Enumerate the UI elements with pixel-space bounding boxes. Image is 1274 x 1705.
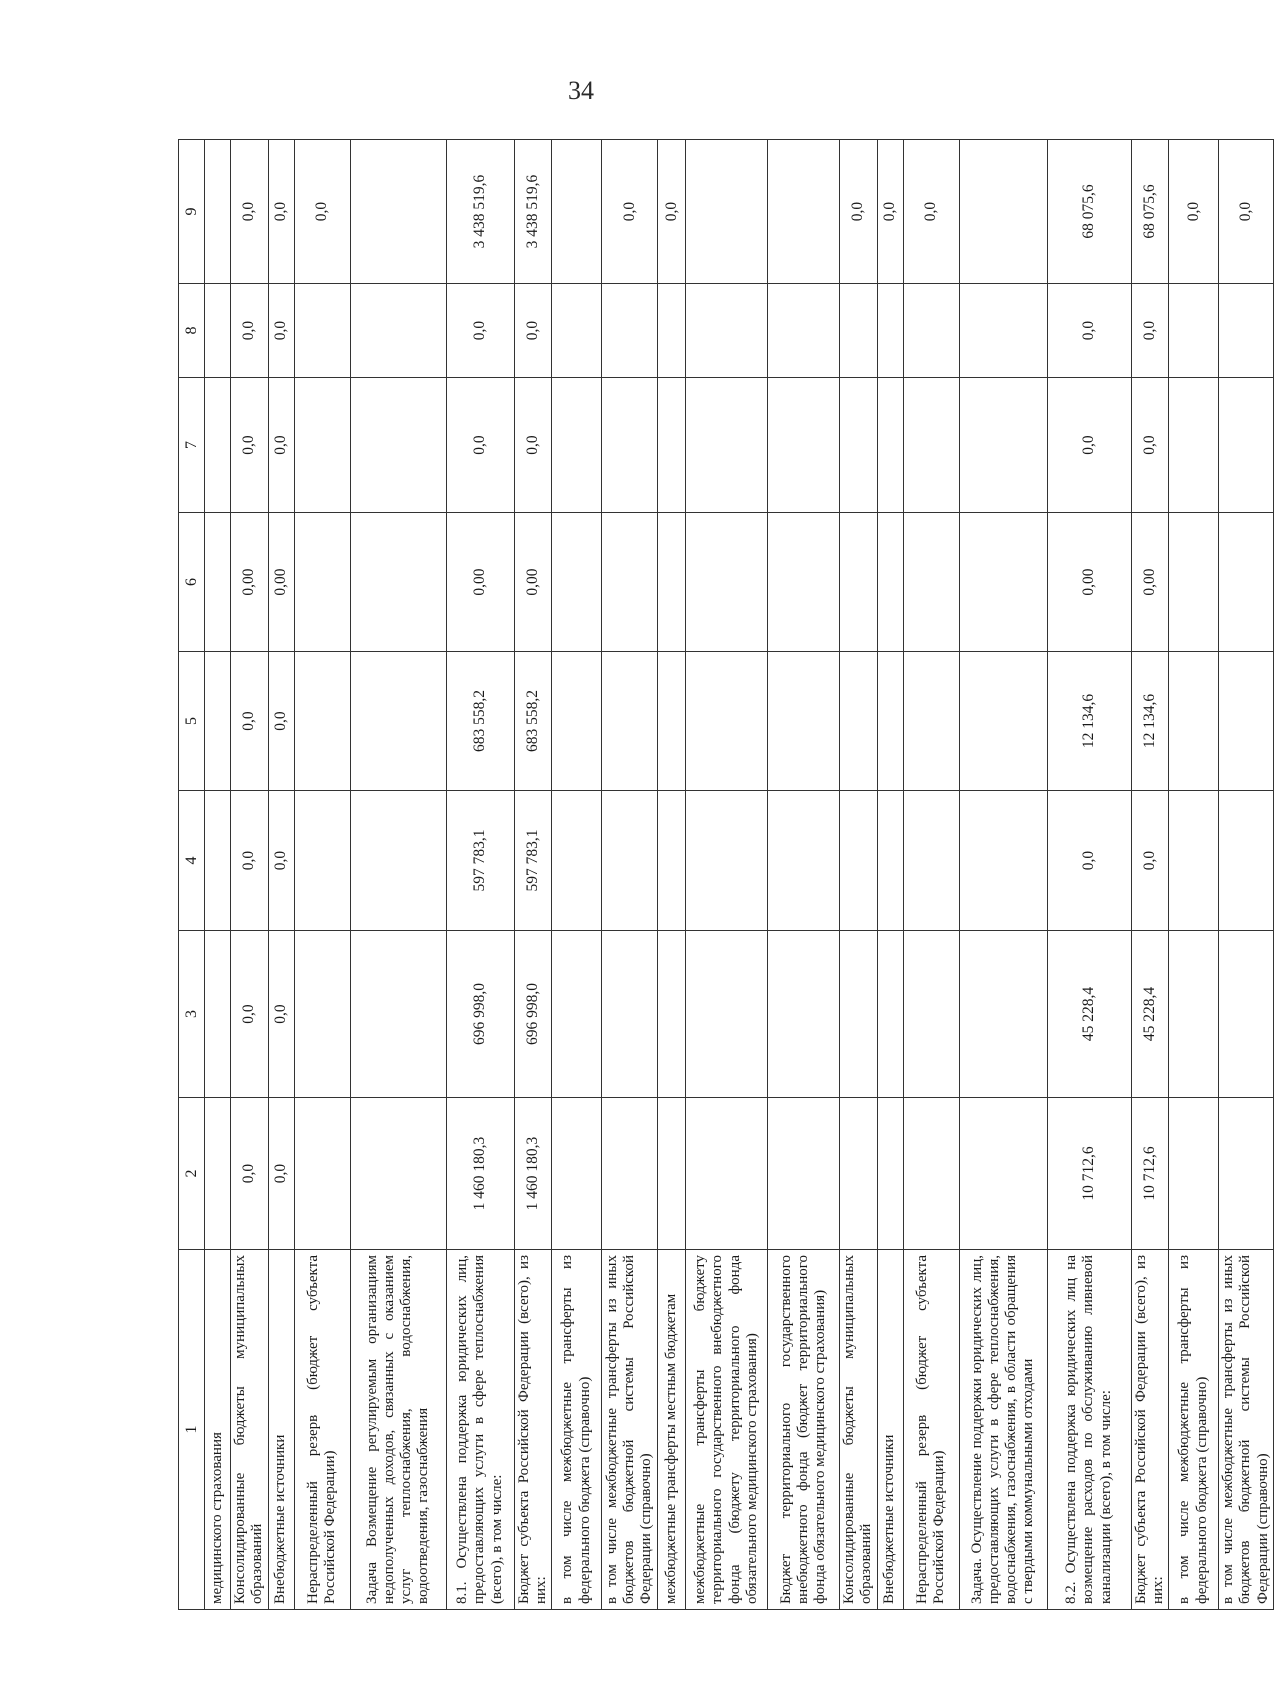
table-row xyxy=(959,140,1047,1610)
value-cell: 3 438 519,6 xyxy=(514,140,552,284)
value-cell: 12 134,6 xyxy=(1131,652,1169,791)
value-cell xyxy=(658,378,686,513)
value-cell: 68 075,6 xyxy=(1047,140,1131,284)
value-cell xyxy=(294,931,350,1098)
value-cell xyxy=(658,1098,686,1250)
value-cell xyxy=(602,284,658,378)
value-cell: 0,00 xyxy=(231,513,269,652)
value-cell: 597 783,1 xyxy=(446,791,514,931)
value-cell xyxy=(294,378,350,513)
value-cell xyxy=(959,378,1047,513)
value-cell xyxy=(686,1098,768,1250)
value-cell xyxy=(903,931,959,1098)
value-cell: 683 558,2 xyxy=(514,652,552,791)
value-cell xyxy=(1219,791,1274,931)
value-cell: 0,0 xyxy=(231,378,269,513)
table-row xyxy=(903,140,959,1610)
row-label: в том числе межбюджетные трансферты из иных бюджетов бюджетной системы Российской Федерации (справочно) xyxy=(1219,1250,1274,1610)
value-cell xyxy=(840,1098,878,1250)
value-cell: 0,0 xyxy=(877,140,903,284)
value-cell xyxy=(840,791,878,931)
value-cell xyxy=(1219,284,1274,378)
value-cell: 0,0 xyxy=(658,140,686,284)
value-cell xyxy=(1219,513,1274,652)
value-cell xyxy=(686,378,768,513)
value-cell: 0,0 xyxy=(231,1098,269,1250)
value-cell xyxy=(686,284,768,378)
value-cell: 0,0 xyxy=(1047,284,1131,378)
value-cell xyxy=(602,513,658,652)
value-cell xyxy=(1219,378,1274,513)
value-cell xyxy=(294,284,350,378)
row-label: Задача Возмещение регулируемым организациям недополученных доходов, связанных с оказанием услуг теплоснабжения, водоснабжения, водоотведения, газоснабжения xyxy=(350,1250,446,1610)
value-cell: 683 558,2 xyxy=(446,652,514,791)
value-cell xyxy=(903,513,959,652)
value-cell xyxy=(877,284,903,378)
value-cell xyxy=(1169,791,1219,931)
value-cell: 0,0 xyxy=(268,931,294,1098)
value-cell xyxy=(768,378,840,513)
value-cell xyxy=(1169,284,1219,378)
value-cell: 0,0 xyxy=(840,140,878,284)
table-row xyxy=(1219,140,1274,1610)
value-cell: 0,00 xyxy=(1047,513,1131,652)
value-cell xyxy=(768,140,840,284)
value-cell xyxy=(840,513,878,652)
value-cell xyxy=(658,931,686,1098)
row-label: в том числе межбюджетные трансферты из иных бюджетов бюджетной системы Российской Федерации (справочно) xyxy=(602,1250,658,1610)
value-cell xyxy=(294,791,350,931)
value-cell xyxy=(903,1098,959,1250)
value-cell xyxy=(877,1098,903,1250)
value-cell xyxy=(602,1098,658,1250)
row-label: Бюджет субъекта Российской Федерации (всего), из них: xyxy=(1131,1250,1169,1610)
value-cell: 0,00 xyxy=(514,513,552,652)
value-cell xyxy=(768,513,840,652)
column-header: 9 xyxy=(179,140,205,284)
table-row xyxy=(205,140,231,1610)
row-label: Нераспределенный резерв (бюджет субъекта Российской Федерации) xyxy=(903,1250,959,1610)
value-cell xyxy=(1169,652,1219,791)
column-header: 7 xyxy=(179,378,205,513)
value-cell xyxy=(959,284,1047,378)
value-cell: 0,0 xyxy=(231,140,269,284)
value-cell: 10 712,6 xyxy=(1131,1098,1169,1250)
value-cell xyxy=(552,513,602,652)
value-cell xyxy=(350,791,446,931)
value-cell: 1 460 180,3 xyxy=(446,1098,514,1250)
value-cell xyxy=(1219,1098,1274,1250)
value-cell xyxy=(959,1098,1047,1250)
value-cell xyxy=(903,378,959,513)
value-cell xyxy=(658,513,686,652)
value-cell: 0,0 xyxy=(231,652,269,791)
value-cell xyxy=(205,378,231,513)
value-cell: 45 228,4 xyxy=(1131,931,1169,1098)
value-cell: 0,0 xyxy=(1047,791,1131,931)
value-cell: 0,0 xyxy=(231,791,269,931)
budget-table xyxy=(178,139,1274,1610)
value-cell: 0,0 xyxy=(602,140,658,284)
value-cell xyxy=(903,791,959,931)
value-cell: 0,0 xyxy=(903,140,959,284)
row-label: Бюджет территориального государственного внебюджетного фонда (бюджет территориального фонда обязательного медицинского страхования) xyxy=(768,1250,840,1610)
value-cell xyxy=(903,284,959,378)
table-row xyxy=(877,140,903,1610)
value-cell xyxy=(552,652,602,791)
value-cell xyxy=(552,140,602,284)
value-cell xyxy=(294,513,350,652)
value-cell: 0,0 xyxy=(1131,284,1169,378)
value-cell xyxy=(686,931,768,1098)
value-cell xyxy=(205,791,231,931)
value-cell: 0,0 xyxy=(268,378,294,513)
value-cell: 10 712,6 xyxy=(1047,1098,1131,1250)
value-cell: 696 998,0 xyxy=(446,931,514,1098)
value-cell xyxy=(840,284,878,378)
value-cell: 0,0 xyxy=(1169,140,1219,284)
value-cell xyxy=(350,1098,446,1250)
value-cell: 0,00 xyxy=(268,513,294,652)
value-cell xyxy=(959,931,1047,1098)
table-row xyxy=(350,140,446,1610)
value-cell xyxy=(294,652,350,791)
value-cell xyxy=(1219,652,1274,791)
column-header: 6 xyxy=(179,513,205,652)
value-cell xyxy=(205,513,231,652)
column-header: 5 xyxy=(179,652,205,791)
value-cell xyxy=(658,652,686,791)
row-label: межбюджетные трансферты бюджету территориального государственного внебюджетного фонда (бюджету территориального фонда обязательного медицинского страхования) xyxy=(686,1250,768,1610)
value-cell: 3 438 519,6 xyxy=(446,140,514,284)
table-row xyxy=(840,140,878,1610)
value-cell xyxy=(768,284,840,378)
value-cell xyxy=(552,791,602,931)
value-cell: 0,0 xyxy=(268,284,294,378)
value-cell xyxy=(205,931,231,1098)
table-row xyxy=(1131,140,1169,1610)
table-row xyxy=(1169,140,1219,1610)
row-label: межбюджетные трансферты местным бюджетам xyxy=(658,1250,686,1610)
table-row xyxy=(1047,140,1131,1610)
value-cell xyxy=(1169,931,1219,1098)
value-cell xyxy=(959,791,1047,931)
table-row xyxy=(552,140,602,1610)
value-cell xyxy=(602,931,658,1098)
column-header: 2 xyxy=(179,1098,205,1250)
value-cell xyxy=(959,140,1047,284)
column-header: 3 xyxy=(179,931,205,1098)
value-cell xyxy=(552,284,602,378)
row-label: Консолидированные бюджеты муниципальных образований xyxy=(840,1250,878,1610)
value-cell xyxy=(205,1098,231,1250)
table-row xyxy=(658,140,686,1610)
row-label: 8.2. Осуществлена поддержка юридических лиц на возмещение расходов по обслуживанию ливневой канализации (всего), в том числе: xyxy=(1047,1250,1131,1610)
value-cell xyxy=(1169,513,1219,652)
value-cell xyxy=(877,931,903,1098)
value-cell xyxy=(877,791,903,931)
value-cell xyxy=(768,1098,840,1250)
value-cell xyxy=(350,652,446,791)
value-cell xyxy=(768,931,840,1098)
value-cell xyxy=(768,652,840,791)
value-cell xyxy=(552,931,602,1098)
table-row xyxy=(514,140,552,1610)
value-cell: 0,0 xyxy=(1219,140,1274,284)
column-header: 4 xyxy=(179,791,205,931)
value-cell: 1 460 180,3 xyxy=(514,1098,552,1250)
value-cell xyxy=(350,513,446,652)
value-cell: 0,0 xyxy=(514,378,552,513)
value-cell: 0,0 xyxy=(446,378,514,513)
table-row xyxy=(768,140,840,1610)
value-cell xyxy=(350,931,446,1098)
table-row xyxy=(231,140,269,1610)
page-number: 34 xyxy=(568,76,594,105)
value-cell: 0,0 xyxy=(1131,791,1169,931)
header-row xyxy=(179,140,205,1610)
row-label: 8.1. Осуществлена поддержка юридических лиц, предоставляющих услуги в сфере теплоснабжения (всего), в том числе: xyxy=(446,1250,514,1610)
value-cell xyxy=(350,284,446,378)
value-cell xyxy=(877,652,903,791)
row-label: в том числе межбюджетные трансферты из федерального бюджета (справочно) xyxy=(552,1250,602,1610)
value-cell xyxy=(686,140,768,284)
value-cell xyxy=(552,378,602,513)
value-cell xyxy=(1169,378,1219,513)
row-label: Нераспределенный резерв (бюджет субъекта Российской Федерации) xyxy=(294,1250,350,1610)
value-cell xyxy=(658,791,686,931)
value-cell: 0,0 xyxy=(514,284,552,378)
value-cell: 0,0 xyxy=(268,652,294,791)
value-cell: 0,0 xyxy=(268,1098,294,1250)
table-row xyxy=(268,140,294,1610)
value-cell xyxy=(686,791,768,931)
row-label: Внебюджетные источники xyxy=(268,1250,294,1610)
value-cell xyxy=(686,513,768,652)
value-cell xyxy=(602,791,658,931)
value-cell xyxy=(294,1098,350,1250)
table-row xyxy=(294,140,350,1610)
value-cell xyxy=(686,652,768,791)
value-cell: 0,0 xyxy=(231,284,269,378)
value-cell: 0,0 xyxy=(1047,378,1131,513)
table-row xyxy=(686,140,768,1610)
value-cell xyxy=(877,513,903,652)
value-cell: 45 228,4 xyxy=(1047,931,1131,1098)
value-cell xyxy=(768,791,840,931)
value-cell xyxy=(350,378,446,513)
value-cell xyxy=(205,652,231,791)
rotated-table-container xyxy=(178,140,1271,1610)
value-cell xyxy=(602,652,658,791)
value-cell xyxy=(350,140,446,284)
row-label: Внебюджетные источники xyxy=(877,1250,903,1610)
value-cell: 68 075,6 xyxy=(1131,140,1169,284)
column-header: 8 xyxy=(179,284,205,378)
table-row xyxy=(602,140,658,1610)
value-cell: 696 998,0 xyxy=(514,931,552,1098)
row-label: медицинского страхования xyxy=(205,1250,231,1610)
value-cell xyxy=(602,378,658,513)
value-cell: 0,0 xyxy=(446,284,514,378)
value-cell: 0,00 xyxy=(446,513,514,652)
value-cell xyxy=(959,513,1047,652)
value-cell xyxy=(959,652,1047,791)
row-label: Консолидированные бюджеты муниципальных образований xyxy=(231,1250,269,1610)
value-cell xyxy=(877,378,903,513)
value-cell: 0,0 xyxy=(1131,378,1169,513)
value-cell: 0,0 xyxy=(268,791,294,931)
value-cell xyxy=(658,284,686,378)
row-label: Бюджет субъекта Российской Федерации (всего), из них: xyxy=(514,1250,552,1610)
value-cell xyxy=(205,140,231,284)
value-cell xyxy=(840,652,878,791)
value-cell xyxy=(205,284,231,378)
value-cell xyxy=(552,1098,602,1250)
value-cell: 0,00 xyxy=(1131,513,1169,652)
table-body xyxy=(205,140,1274,1610)
column-header: 1 xyxy=(179,1250,205,1610)
value-cell: 0,0 xyxy=(268,140,294,284)
value-cell: 0,0 xyxy=(294,140,350,284)
row-label: в том числе межбюджетные трансферты из федерального бюджета (справочно) xyxy=(1169,1250,1219,1610)
value-cell xyxy=(903,652,959,791)
value-cell xyxy=(840,378,878,513)
value-cell xyxy=(1219,931,1274,1098)
value-cell xyxy=(840,931,878,1098)
value-cell: 0,0 xyxy=(231,931,269,1098)
row-label: Задача. Осуществление поддержки юридических лиц, предоставляющих услуги в сфере теплоснабжения, водоснабжения, газоснабжения, в области обращения с твердыми коммунальными отходами xyxy=(959,1250,1047,1610)
value-cell: 597 783,1 xyxy=(514,791,552,931)
value-cell xyxy=(1169,1098,1219,1250)
table-row xyxy=(446,140,514,1610)
value-cell: 12 134,6 xyxy=(1047,652,1131,791)
